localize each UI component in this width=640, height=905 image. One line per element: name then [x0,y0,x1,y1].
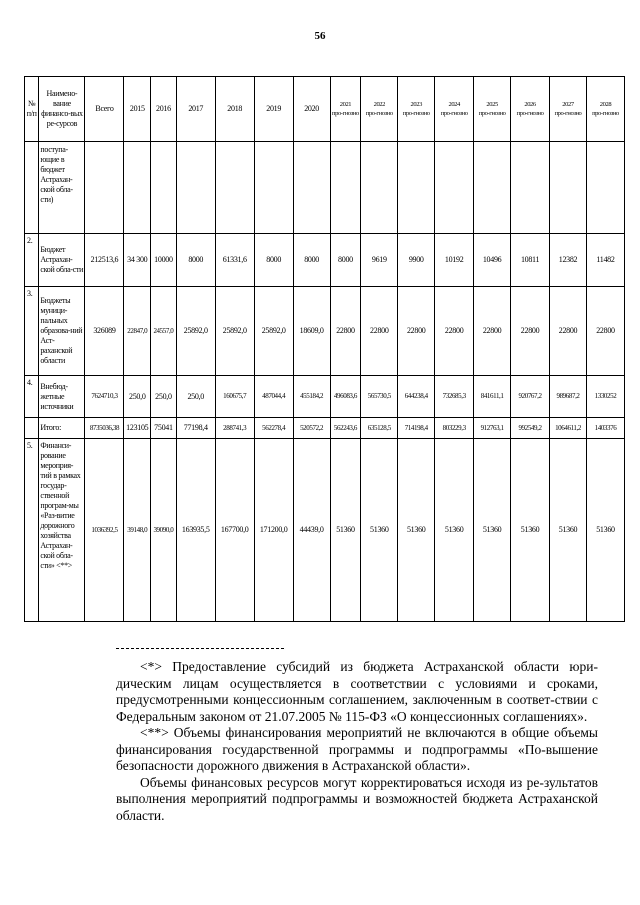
table-cell: 455184,2 [293,376,330,418]
row-total: 7624710,3 [85,376,124,418]
table-cell: 51360 [586,439,624,622]
footnote-separator [116,648,284,649]
table-row [25,234,625,287]
row-name: поступа-ющие в бюджет Астрахан-ской обла-сти) [39,142,85,234]
table-cell: 12382 [550,234,587,287]
table-cell [398,142,435,234]
table-cell: 25892,0 [254,287,293,376]
table-cell: 10496 [474,234,511,287]
table-cell [124,142,151,234]
table-cell: 22800 [398,287,435,376]
table-cell: 250,0 [176,376,215,418]
table-cell: 160675,7 [215,376,254,418]
table-cell: 39148,0 [124,439,151,622]
row-idx: 3. [25,287,39,376]
table-cell: 8000 [176,234,215,287]
table-cell: 22800 [474,287,511,376]
table-row [25,376,625,418]
table-cell: 920767,2 [511,376,550,418]
table-cell: 171200,0 [254,439,293,622]
row-name: Итого: [39,418,85,439]
table-cell: 9619 [361,234,398,287]
table-cell: 123105 [124,418,151,439]
page-number: 56 [314,30,326,42]
table-cell: 803229,3 [435,418,474,439]
row-name: Бюджет Астрахан-ской обла-сти [39,234,85,287]
table-cell [25,418,39,439]
table-cell: 10811 [511,234,550,287]
header-idx: № п/п [25,77,39,142]
row-total: 1036392,5 [85,439,124,622]
row-name: Бюджеты муници-пальных образова-ний Аст-раханской области [39,287,85,376]
table-cell: 24557,0 [151,287,177,376]
header-year: 2027 про-гнозно [550,77,587,142]
table-cell: 496083,6 [330,376,361,418]
table-row [25,142,625,234]
table-cell: 25892,0 [215,287,254,376]
table-cell: 635128,5 [361,418,398,439]
table-cell: 51360 [398,439,435,622]
table-row-total [25,418,625,439]
financing-table [24,76,625,622]
table-cell [85,142,124,234]
table-cell: 25892,0 [176,287,215,376]
header-year: 2026 про-гнозно [511,77,550,142]
header-year: 2015 [124,77,151,142]
table-cell: 77198,4 [176,418,215,439]
table-cell: 989687,2 [550,376,587,418]
table-cell: 10000 [151,234,177,287]
table-cell: 10192 [435,234,474,287]
row-idx: 2. [25,234,39,287]
table-cell [586,142,624,234]
table-cell: 732685,3 [435,376,474,418]
table-header-row [25,77,625,142]
row-idx: 4. [25,376,39,418]
table-cell: 22800 [330,287,361,376]
table-cell: 9900 [398,234,435,287]
table-cell: 22800 [511,287,550,376]
table-cell: 51360 [474,439,511,622]
table-cell [151,142,177,234]
table-cell [435,142,474,234]
table-cell: 22800 [550,287,587,376]
table-cell: 487044,4 [254,376,293,418]
row-name: Внебюд-жетные источники [39,376,85,418]
table-cell: 520572,2 [293,418,330,439]
header-year: 2023 про-гнозно [398,77,435,142]
header-year: 2019 [254,77,293,142]
table-cell: 51360 [361,439,398,622]
table-cell: 250,0 [151,376,177,418]
table-cell: 51360 [330,439,361,622]
header-year: 2025 про-гнозно [474,77,511,142]
table-cell: 288741,3 [215,418,254,439]
table-cell [330,142,361,234]
header-year: 2016 [151,77,177,142]
table-cell [25,142,39,234]
row-total: 8735036,38 [85,418,124,439]
header-year: 2021 про-гнозно [330,77,361,142]
table-cell: 1330252 [586,376,624,418]
row-name: Финанси-рование мероприя-тий в рамках государ-ственной програм-мы «Раз-витие дорожного хозяйства Астрахан-ской обла-сти» <**> [39,439,85,622]
table-cell: 51360 [511,439,550,622]
table-cell: 51360 [435,439,474,622]
footnote: <**> Объемы финансирования мероприятий не включаются в общие объемы финансирования государственной программы и подпрограммы «По-вышение безопасности дорожного движения в Астраханской области». [116,725,598,773]
table-cell: 163935,5 [176,439,215,622]
table-cell: 841611,1 [474,376,511,418]
table-cell [550,142,587,234]
table-cell: 562243,6 [330,418,361,439]
row-total: 326089 [85,287,124,376]
footnote: Объемы финансовых ресурсов могут корректироваться исходя из ре-зультатов выполнения мероприятий подпрограммы и возможностей бюджета Астраханской области. [116,774,598,823]
table-cell [361,142,398,234]
header-year: 2018 [215,77,254,142]
header-year: 2028 про-гнозно [586,77,624,142]
table-cell: 44439,0 [293,439,330,622]
header-name: Наимено-вание финансо-вых ре-сурсов [39,77,85,142]
footnotes [116,659,598,824]
table-cell: 61331,6 [215,234,254,287]
table-cell: 644238,4 [398,376,435,418]
table-cell: 34 300 [124,234,151,287]
table-cell: 8000 [254,234,293,287]
table-cell: 8000 [330,234,361,287]
table-cell: 22800 [586,287,624,376]
table-cell: 39090,0 [151,439,177,622]
table-cell: 1064611,2 [550,418,587,439]
table-cell [293,142,330,234]
table-cell: 912763,1 [474,418,511,439]
header-year: 2017 [176,77,215,142]
row-total: 212513,6 [85,234,124,287]
table-cell [215,142,254,234]
table-cell: 22800 [435,287,474,376]
row-idx: 5. [25,439,39,622]
table-cell: 250,0 [124,376,151,418]
table-cell: 51360 [550,439,587,622]
table-cell: 1403376 [586,418,624,439]
header-year: 2020 [293,77,330,142]
table-cell [254,142,293,234]
table-row [25,439,625,622]
table-cell: 11482 [586,234,624,287]
header-year: 2024 про-гнозно [435,77,474,142]
table-cell: 992549,2 [511,418,550,439]
table-cell: 8000 [293,234,330,287]
table-row [25,287,625,376]
table-cell: 562278,4 [254,418,293,439]
table-cell [474,142,511,234]
table-cell: 167700,0 [215,439,254,622]
footnote: <*> Предоставление субсидий из бюджета Астраханской области юри-дическим лицам осуществляется в соответствии с условиями и сроками, предусмотренными концессионным соглашением, заключенным в соответ-ствии с Федеральным законом от 21.07.2005 № 115-ФЗ «О концессионных соглашениях». [116,659,598,724]
table-cell: 22800 [361,287,398,376]
table-cell: 714198,4 [398,418,435,439]
header-total: Всего [85,77,124,142]
table-cell: 565730,5 [361,376,398,418]
table-cell [511,142,550,234]
table-cell: 18609,0 [293,287,330,376]
table-cell [176,142,215,234]
header-year: 2022 про-гнозно [361,77,398,142]
table-cell: 22847,0 [124,287,151,376]
table-cell: 75041 [151,418,177,439]
